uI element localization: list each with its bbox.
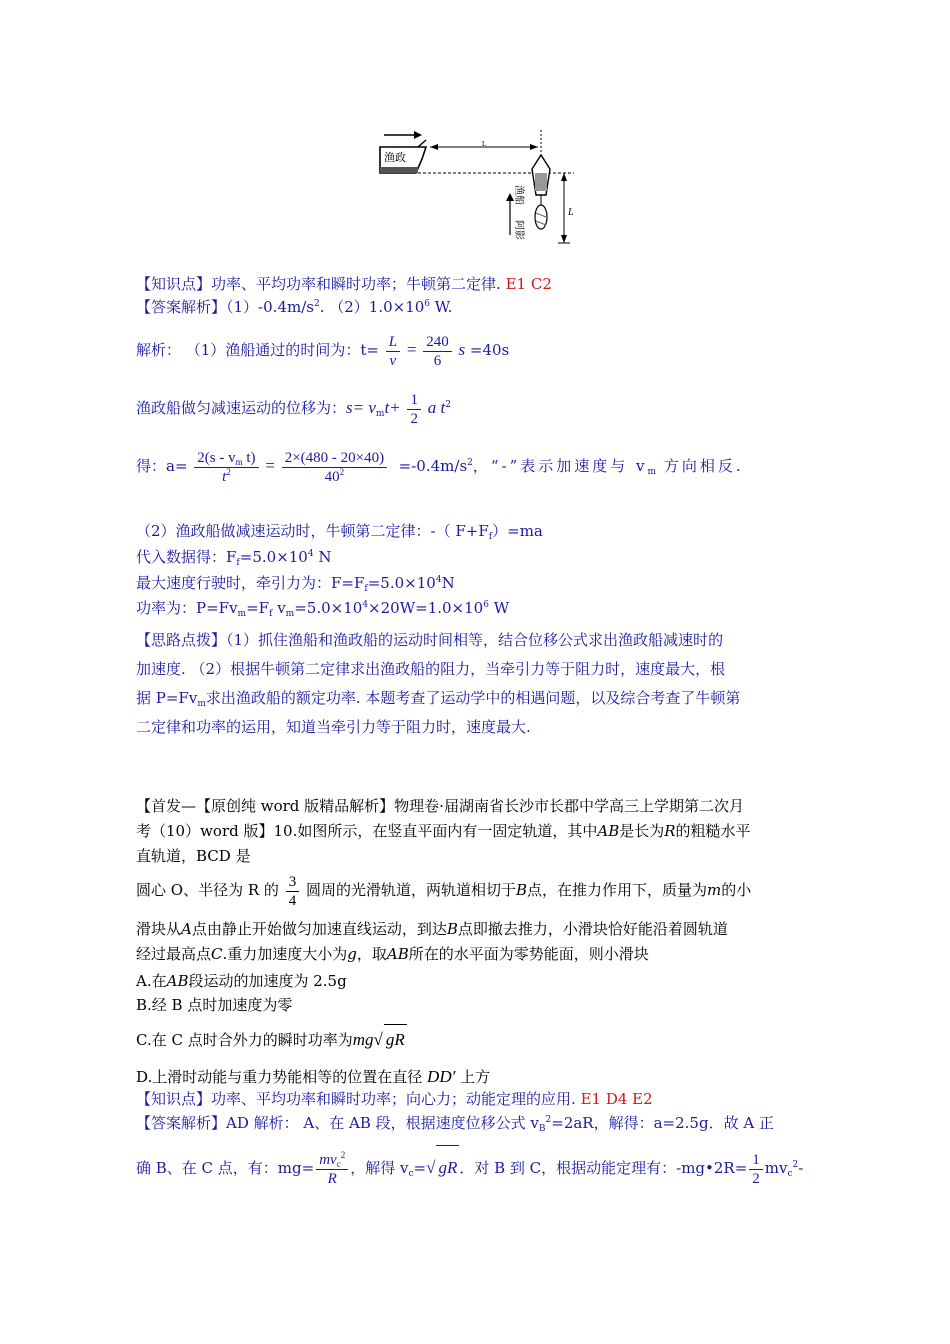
frac-den: 4 [288, 892, 297, 909]
last-text-a: 确 B、在 C 点，有：mg= [136, 1159, 315, 1177]
q-line-4a: 圆心 O、半径为 R 的 [136, 881, 279, 899]
last-text-e: mv [764, 1159, 788, 1177]
accel-result: =-0.4m/s [398, 457, 468, 475]
last-text-f: - [798, 1159, 804, 1177]
q-line-4d: 点，在推力作用下，质量为 [527, 881, 708, 899]
newton-text: （2）渔政船做减速运动时，牛顿第二定律：-（ F+F [136, 522, 489, 540]
eq-sign: = [265, 456, 275, 475]
kp-tag: 【知识点】 [136, 275, 212, 293]
power-text-c: v [272, 599, 286, 617]
frac-den: 40 [324, 468, 340, 485]
q-line-1: 【首发—【原创纯 word 版精品解析】物理卷·届湖南省长沙市长郡中学高三上学期第二次月 [136, 797, 744, 815]
answer-line: 【答案解析】$(1)-0.4m/s^2$. $(2)1.0\times 10^6$ W. [136, 298, 453, 316]
q-line-2e: 的粗糙水平 [675, 822, 751, 840]
q10-knowledge-point [136, 1089, 653, 1109]
option-d-text: D.上滑时动能与重力势能相等的位置在直径 [136, 1068, 423, 1086]
vessel-top-label: 渔船 [513, 185, 524, 205]
question-header [136, 794, 751, 869]
last-text-c: = [413, 1159, 427, 1177]
disp-formula-b: t+ [384, 398, 401, 417]
last-sqrt: gR [436, 1145, 459, 1190]
ans-tag: 【答案解析】 [136, 298, 227, 316]
hint-line-4: 二定律和功率的运用，知道当牵引力等于阻力时，速度最大. [136, 718, 531, 736]
vessel-bottom-label: 阿影 [513, 220, 524, 240]
newton-line: （2）渔政船做减速运动时，牛顿第二定律：-（ $F+F_f)=ma$ [136, 522, 543, 542]
frac-den: 2 [410, 410, 418, 427]
option-b: B.经 B 点时加速度为零 [136, 996, 293, 1014]
disp-formula-a: s= v [346, 398, 376, 417]
kp-codes: E1 C2 [505, 275, 552, 293]
frac-num: v [330, 1151, 337, 1168]
accel-text: 得：a= [136, 457, 188, 475]
q-line-6a: 经过最高点 [136, 945, 212, 963]
accel-note: ，“-”表示加速度与 v [472, 457, 648, 475]
ans-part-b: . （2）1.0×10 [319, 298, 425, 316]
frac-num: 240 [423, 333, 452, 352]
q-line-2c: 是长为 [619, 822, 665, 840]
kp-text: 功率、平均功率和瞬时功率；牛顿第二定律. [211, 275, 501, 293]
traction-line: 最大速度行驶时，牵引力为：$F=F_f=5.0\times 10^4N$ [136, 574, 455, 594]
option-c-sqrt: gR [384, 1024, 407, 1055]
q-line-5e: 点即撤去推力，小滑块恰好能沿着圆轨道 [457, 920, 728, 938]
ans-tag: 【答案解析】 [136, 1114, 227, 1132]
last-text-d: ．对 B 到 C，根据动能定理有：-mg•2R= [459, 1159, 748, 1177]
frac-accel-formula: $\frac{2(s - v_m t)}{t^2}$ [194, 449, 258, 486]
frac-L-over-v [386, 333, 400, 370]
q-line-6f: AB [386, 945, 409, 963]
sub-text: 代入数据得：F [136, 548, 237, 566]
accel-note-b: 方向相反. [656, 457, 744, 475]
frac-den: t [222, 468, 227, 485]
frac-half [407, 391, 421, 428]
ans-text-b: =2aR，解得：a=2.5g．故 A 正 [551, 1114, 774, 1132]
hint-line-2: 加速度. （2）根据牛顿第二定律求出渔政船的阻力，当牵引力等于阻力时，速度最大，根 [136, 660, 726, 678]
q-line-4e: m [707, 881, 722, 899]
ans-text-a: AD 解析： A、在 AB 段，根据速度位移公式 v [226, 1114, 539, 1132]
option-a-text-b: 段运动的加速度为 2.5g [188, 972, 347, 990]
displacement-line: 渔政船做匀减速运动的位移为：$s= v_mt+$ $\frac{1}{2}$ a $t^2$ [136, 391, 451, 427]
kp-tag: 【知识点】 [136, 1090, 212, 1108]
hint-line-3b: 求出渔政船的额定功率. 本题考查了运动学中的相遇问题，以及综合考查了牛顿第 [205, 689, 741, 707]
traction-text-c: N [441, 574, 455, 592]
q-line-6e: ，取 [356, 945, 387, 963]
q-line-5a: 滑块从 [136, 920, 182, 938]
q-line-4b: 圆周的光滑轨道，两轨道相切于 [305, 881, 516, 899]
frac-den: R [327, 1170, 337, 1187]
hint-line-1: （1）抓住渔船和渔政船的运动时间相等，结合位移公式求出渔政船减速时的 [226, 631, 724, 649]
frac-num: 2×(480 - 20×40) [282, 449, 387, 468]
q-line-2a: 考（10）word 版】10.如图所示，在竖直平面内有一固定轨道，其中 [136, 822, 598, 840]
frac-den: 6 [433, 352, 442, 369]
q-line-4c: B [515, 881, 528, 899]
ans-part-c: W. [430, 298, 453, 316]
q-line-4 [136, 870, 751, 910]
frac-num-m: m [319, 1151, 331, 1168]
unit-s: s [458, 340, 466, 359]
frac-half-2 [749, 1151, 763, 1188]
frac-num: 1 [407, 391, 421, 410]
ans-part-a: （1）-0.4m/s [226, 298, 314, 316]
kp-text: 功率、平均功率和瞬时功率；向心力；动能定理的应用. [211, 1090, 576, 1108]
last-text-b: ，解得 v [350, 1159, 409, 1177]
option-c-text: C.在 C 点时合外力的瞬时功率为 [136, 1031, 353, 1049]
q10-last-line: 确 B、在 C 点，有：mg= $\frac{mv_c^2}{R}$ ，解得 $v_c=√$ gR ．对 B 到 C，根据动能定理有：-mg•2R= $\frac{1}{2}$ $mv_c^2-$ [136, 1145, 803, 1190]
sub-text-c: N [313, 548, 332, 566]
option-a [136, 969, 347, 993]
q-line-6b: C [211, 945, 223, 963]
q-line-3: 直轨道，BCD 是 [136, 847, 251, 865]
problem-figure [378, 125, 576, 253]
time-result: =40s [469, 341, 510, 359]
frac-num: 3 [286, 873, 300, 892]
frac-three-quarters [286, 873, 300, 910]
q-line-6g: 所在的水平面为零势能面，则小滑块 [408, 945, 649, 963]
sub-text-b: =5.0×10 [239, 548, 308, 566]
acceleration-line: 得：a= $\frac{2(s - v_m t)}{t^2}$ = $\frac{2\times(480 - 20\times 40)}{40^2}$ $=-0.4m/s^2$，“-”表示加速度与 $v_m$ 方向相反. [136, 449, 744, 485]
frac-240-over-6 [423, 333, 452, 370]
q-line-6c: .重力加速度大小为 [222, 945, 348, 963]
disp-formula-c: a t [427, 398, 446, 417]
time-text: 解析： （1）渔船通过的时间为：t= [136, 341, 379, 359]
option-a-ab: AB [166, 972, 189, 990]
height-label: L [568, 207, 574, 218]
hint-tag: 【思路点拨】 [136, 631, 227, 649]
power-text-f: W [488, 599, 510, 617]
frac-num: 2(s - v [197, 449, 236, 466]
power-text: 功率为：P=Fv [136, 599, 238, 617]
power-text-d: =5.0×10 [294, 599, 363, 617]
hint-line-3a: 据 P=Fv [136, 689, 198, 707]
question-body [136, 917, 728, 967]
q-line-5b: A [181, 920, 192, 938]
power-text-b: =F [246, 599, 270, 617]
disp-text: 渔政船做匀减速运动的位移为： [136, 399, 347, 417]
frac-den: 2 [752, 1170, 760, 1187]
frac-num: 1 [749, 1151, 763, 1170]
frac-den: v [389, 352, 397, 369]
boat-label: 渔政 [384, 151, 406, 164]
options-ab [136, 969, 347, 1017]
q-line-2d: R [664, 822, 676, 840]
kp-codes: E1 D4 E2 [580, 1090, 653, 1108]
traction-text: 最大速度行驶时，牵引力为：F=F [136, 574, 365, 592]
analysis-time-line [136, 330, 509, 370]
q-line-5d: B [446, 920, 458, 938]
fishing-boat-diagram [378, 125, 576, 253]
hint-block: 【思路点拨】（1）抓住渔船和渔政船的运动时间相等，结合位移公式求出渔政船减速时的 加速度. （2）根据牛顿第二定律求出渔政船的阻力，当牵引力等于阻力时，速度最大，根 据 $P=Fv_m$求出渔政船的额定功率. 本题考查了运动学中的相遇问题，以及综合考查了牛顿第 二定律和功率的运用，知道当牵引力等于阻力时，速度最大. [136, 626, 740, 742]
q-line-4f: 的小 [721, 881, 752, 899]
distance-label: L [482, 140, 487, 148]
option-c: C.在 C 点时合外力的瞬时功率为mg√ gR [136, 1024, 407, 1055]
substitute-line: 代入数据得：$F_f=5.0\times 10^4$ N [136, 548, 332, 568]
frac-num-b: t) [242, 449, 256, 466]
frac-num: L [386, 333, 400, 352]
frac-centripetal: $\frac{mv_c^2}{R}$ [316, 1151, 348, 1188]
eq-sign: = [406, 340, 417, 359]
q10-answer-line: 【答案解析】AD 解析： A、在 AB 段，根据速度位移公式 $v_B^2=2aR$，解得：a=2.5g．故 A 正 [136, 1114, 774, 1134]
knowledge-point-line [136, 274, 552, 294]
q-line-5c: 点由静止开始做匀加速直线运动，到达 [191, 920, 447, 938]
q-line-6d: g [347, 945, 357, 963]
q-line-2b: AB [597, 822, 620, 840]
frac-accel-values: $\frac{2\times(480 - 20\times 40)}{40^2}$ [282, 449, 387, 486]
option-d [136, 1066, 490, 1088]
traction-text-b: =5.0×10 [367, 574, 436, 592]
option-d-text-b: 上方 [460, 1068, 491, 1086]
option-a-text: A.在 [136, 972, 167, 990]
power-text-e: ×20W=1.0×10 [368, 599, 484, 617]
newton-text-b: ）=ma [492, 522, 543, 540]
power-line: 功率为：$P=Fv_m=F_f$ $v_m=5.0\times 10^4\times 20W=1.0\times 10^6$ W [136, 599, 510, 619]
option-d-diameter: DD′ [427, 1067, 456, 1086]
option-c-mg: mg [352, 1030, 374, 1049]
